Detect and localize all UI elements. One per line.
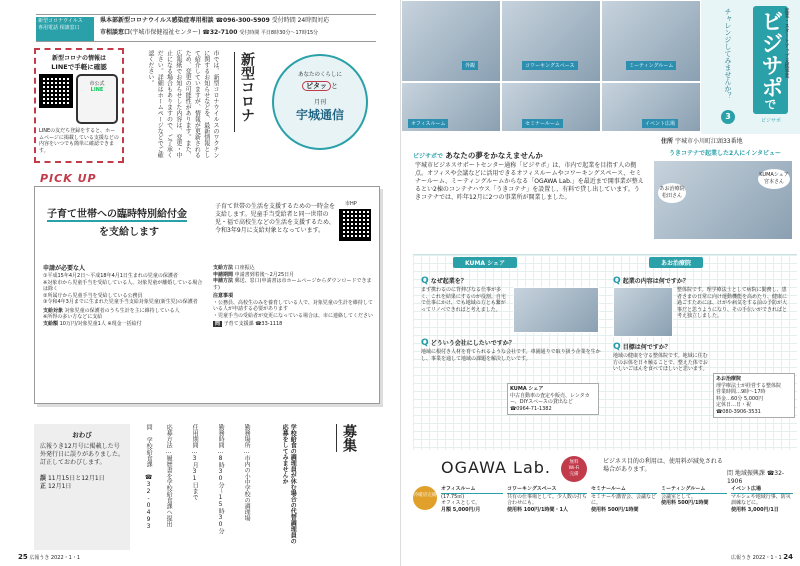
question: 目標は何ですか？ — [622, 344, 671, 352]
right-page — [400, 0, 800, 566]
intro-heading — [413, 150, 649, 161]
qa-section — [413, 254, 797, 450]
interview-photo — [653, 160, 793, 240]
line-box-title: LINEで手軽に確認 — [51, 63, 107, 71]
info-name: あお治療院 — [716, 376, 742, 382]
kuma-header: KUMA シェア — [453, 257, 517, 268]
intro-prefix: ビジサポで — [413, 153, 444, 160]
info-line: 営業時間…9時～17時 — [716, 389, 766, 395]
room-office — [441, 486, 503, 513]
aircon-badge: 冷暖房完備 — [413, 486, 437, 510]
page-number: 24 — [783, 553, 794, 561]
ao-info-card — [713, 373, 795, 418]
photo-event — [601, 82, 701, 132]
line-box-title: 新型コロナの情報は — [51, 55, 106, 62]
room-name: コワーキングスペース — [507, 486, 587, 494]
room-desc: 会議室として。 — [661, 493, 696, 500]
note-item: ・児童手当の受給者が変更になっている場合は、市に連絡してください — [213, 312, 374, 319]
pickup-label: PICK UP — [40, 172, 97, 185]
corona-body-text: 市では、新型コロナウイルスのワクチンに関するお知らせなどを、最新情報として紹介していますが、情報が更新されるため、変更の可能性があります。また、広報紙でお知らせした内容は、変更・中止になる場合もありますので、ご了承ください。詳細はホームページなどでご確認ください。 — [146, 50, 219, 158]
room-desc: オフィスとして。 — [441, 500, 481, 506]
question: なぜ起業を？ — [430, 278, 467, 285]
room-fee: 使用料 500円/1時間 — [661, 500, 709, 506]
photo-meeting — [601, 0, 701, 82]
phone-icon — [76, 74, 118, 124]
contact-tel: ☎096-300-5909 — [215, 17, 270, 24]
intro-title: あなたの夢 — [445, 151, 483, 160]
contact-sub: (宇城市保健福祉センター) — [130, 29, 201, 36]
how-text: 郵送、窓口(申請書は市ホームページからダウンロードできます) — [213, 278, 372, 291]
room-fee: 使用料 100円/1時間・1人 — [507, 506, 568, 513]
q-icon: Q — [613, 276, 621, 286]
method-title: 支給方法 — [213, 265, 234, 271]
photo-caption: ミーティングルーム — [626, 61, 676, 70]
page-number: 25 — [18, 553, 28, 561]
room-name: イベント広場 — [731, 486, 793, 494]
room-desc: セミナーや講習会、会議などに。 — [591, 493, 657, 506]
photo-coworking — [501, 0, 601, 82]
info-line: ☎0964-71-1382 — [510, 405, 552, 412]
room-meeting — [661, 486, 727, 513]
notes-title: 注意事項 — [213, 293, 234, 299]
room-fee: 月額 5,000円/月 — [441, 506, 481, 513]
line-app-label: LINE — [90, 87, 104, 93]
line-box-description: LINEの友だち登録をすると、ホームページに掲載している支援などの内容をいつでも簡単に確認できます。 — [39, 128, 119, 154]
covid-contact-bar — [36, 14, 376, 42]
answer: 地域の健康を守る整体院です。地域に住む方のお体を日々触ることで、整えた体でおいしいごはんを食べてほしいと思います。 — [613, 353, 708, 373]
hp-label: 市HP — [345, 201, 357, 207]
wifi-badge-text: 完備 — [569, 471, 579, 477]
owabi-wrong-label: 誤 — [40, 475, 47, 483]
pickup-qr-code[interactable] — [339, 209, 371, 241]
req-item: ③令和4年3月までに生まれた児童手当支給対象児童(新生児)の保護者 — [43, 299, 198, 306]
pickup-title: を支給します — [99, 227, 159, 238]
photo-office — [401, 82, 501, 132]
owabi-body: 広報うき12月号に掲載した号外発行日に誤りがありました。訂正しておわびします。 — [40, 443, 125, 467]
owabi-wrong-text: 11月15日と12月1日 — [47, 475, 105, 483]
q-icon: Q — [421, 338, 429, 349]
boshu-section — [140, 424, 376, 550]
photo-exterior — [401, 0, 501, 82]
room-fee: 使用料 500円/1時間 — [591, 506, 639, 513]
room-size: (17.75㎡) — [441, 493, 465, 500]
room-name: ミーティングルーム — [661, 486, 727, 494]
footer-text: 広報うき 2022・1・1 — [731, 555, 782, 561]
kuma-info-card — [507, 383, 599, 415]
info-name: KUMA シェア — [510, 386, 544, 392]
title-de: で — [763, 98, 777, 110]
kyufu-text: 対象児童の保護者のうち生計を主に維持している人 — [64, 307, 180, 314]
contact-hours: 受付時間 平日8時30分～17時15分 — [239, 30, 319, 36]
pickup-intro: 子育て世帯の生活を支援するための一時金を支給します。児童手当受給者と同一世帯の児・福で高校生などの生活を支援するため、令和3年9月に支給対象となっています。 — [215, 203, 336, 235]
boshu-text: 応募方法…履歴書を学校給食課へ提出 — [165, 424, 173, 527]
ogawa-lab-section — [413, 456, 797, 552]
footer-text: 広報うき 2022・1・1 — [29, 555, 81, 561]
room-name: セミナールーム — [591, 486, 657, 494]
amount-title: 支給額 — [43, 320, 59, 327]
tsushin-logo — [272, 54, 368, 150]
period-title: 申請期間 — [213, 271, 234, 278]
tsushin-pita: ピタッ — [302, 81, 331, 91]
contact-line-2 — [100, 29, 376, 37]
owabi-box — [34, 424, 130, 550]
photo-seminar — [501, 82, 601, 132]
method-text: 口座振込 — [234, 265, 255, 271]
pickup-card — [34, 186, 380, 404]
how-title: 申請方法 — [213, 278, 234, 284]
room-event — [731, 486, 793, 513]
q-icon: Q — [421, 276, 429, 286]
speech-bubble: KUMAシェア 宮本さん — [758, 169, 790, 189]
owabi-title: おわび — [72, 431, 92, 439]
req-title: 申請が必要な人 — [43, 265, 86, 272]
corona-heading: 新型コロナ — [234, 52, 257, 132]
contact-mark: 問 — [215, 321, 221, 327]
info-line: 定休日…日・祝 — [716, 402, 752, 408]
pickup-contact: 子育て支援課 ☎33-1118 — [223, 321, 283, 327]
req-item: ※対象市から児童手当を受給している人、対象児童が離婚している場合は除く — [43, 279, 203, 293]
owabi-right-text: 12月1日 — [47, 483, 72, 491]
ogawa-rooms — [441, 486, 793, 513]
answer: まず携わるのに背伸びなる仕事が多く、これを結果にするのが役割。自宅で仕事にかけ、でも地域の方とも繋がってリノベできればと考えました。 — [421, 287, 506, 313]
address-text: 宇城市小川町江頭33番地 — [674, 138, 743, 145]
info-line: 料金…60分 5,000円 — [716, 395, 764, 402]
room-fee: 使用料 3,000円/1日 — [731, 506, 779, 513]
kyufu-note: ※所得の多い方などに支給 — [43, 314, 103, 321]
req-item: ②所属庁から児童手当を受給している公務員 — [43, 292, 143, 299]
boshu-contact: 問 学校給食課 ☎32-0493 — [145, 424, 153, 530]
question: どういう会社にしたいですか？ — [430, 340, 515, 348]
bizisapo-title-block — [701, 0, 800, 134]
ao-qa — [613, 275, 793, 373]
room-coworking — [507, 486, 587, 513]
q-icon: Q — [613, 342, 621, 353]
kuma-qa — [421, 275, 603, 362]
photo-caption: イベント広場 — [642, 119, 678, 128]
boshu-heading: 募集 — [336, 424, 359, 452]
boshu-text: 任用期間…3月31日まで — [191, 424, 199, 500]
contact-tag-text: 相談窓口 — [59, 25, 80, 31]
tsushin-to: と — [331, 82, 338, 90]
kyufu-title: 支給対象 — [43, 307, 64, 314]
contact-tel: ☎32-7100 — [202, 29, 238, 36]
intro-body: 宇城市ビジネスサポートセンター通称「ビジサポ」は、市内で起業を目指す人の拠点。オフィスや会議などに活用できるオフィスルームやコワーキングスペース、セミナールーム、ミーティングルームからなる「OGAWA Lab.」を最近まで開事業が整えるとい2棟のコンテナハウス「うきコテナ」を設置し、有料で貸し出しています。うきコテナでは、昨年12月に2つの事業所が開業しました。 — [415, 162, 644, 202]
room-seminar — [591, 486, 657, 513]
note-item: ・公務員、高校生のみを養育している人で、対象児童の生計を維持している人が申請する必要があります — [213, 299, 373, 312]
answer: 整体院です。理学療法士として病院に勤務し、患者さまの日常に向け運動機能を高めたり、健康に過ごすためには、けがや病気をする前の予防が大事だと思うようになり、その手伝いができればと考え独立しました。 — [677, 287, 788, 320]
boshu-text: 勤務場所…市内の小中学校の調理場 — [243, 424, 251, 521]
info-line: ☎080-3906-3531 — [716, 408, 761, 415]
photo-caption: 外観 — [462, 61, 478, 70]
interview-block — [653, 150, 797, 250]
contact-tag-text: 新型コロナウイルス — [38, 18, 83, 24]
contact-hours: 受付時間 24時間対応 — [271, 17, 330, 24]
photo-caption: セミナールーム — [522, 119, 563, 128]
info-line: 中古自動車の査定や販売、レンタカー、DIYスペースの貸出など — [510, 392, 590, 405]
contact-label: 市相談窓口 — [100, 29, 131, 36]
line-info-box — [34, 48, 124, 163]
tsushin-monthly: 月刊 — [313, 99, 326, 106]
kuma-photo — [513, 287, 599, 333]
ao-header: あお治療院 — [649, 257, 703, 268]
question: 起業の内容は何ですか？ — [622, 278, 689, 285]
boshu-text: 勤務時間…8時30分～15時30分 — [217, 424, 225, 534]
pickup-requirements — [43, 265, 205, 327]
ogawa-contact: 問 地域振興課 ☎32-1906 — [727, 470, 785, 486]
wifi-badge-text: 無料 — [569, 460, 579, 465]
photo-caption: オフィスルーム — [408, 119, 448, 128]
ogawa-note: ビジネス目的の利用は、使用料が減免される場合があります。 — [603, 458, 723, 474]
title-sub: チャレンジしてみませんか？ — [724, 8, 732, 99]
contact-label: 県本部新型コロナウイルス感染症専用相談 — [100, 17, 214, 24]
pickup-title: 子育て世帯への臨時特別給付金 — [47, 205, 187, 222]
tsushin-name: 宇城通信 — [295, 108, 344, 122]
address-label: 住所 — [661, 138, 674, 145]
speech-bubble: あお治療院 松田さん — [658, 183, 686, 203]
answer: 地域に根付き人材を育てられるような会社です。車園通りで取り扱う企業を生かし、事業を通して地域の課題を解決したいです。 — [421, 349, 601, 362]
wifi-badge-text: Wi-Fi — [568, 465, 580, 471]
intro-suffix: をかなえませんか — [482, 151, 543, 160]
amount-text: 10万円/対象児童1人 ※現金一括給付 — [59, 320, 142, 327]
interview-title: うきコテナで起業した2人にインタビュー — [669, 150, 781, 157]
boshu-lead: 学校給食の調理員が休む場合の代替調理員の応募をしてみませんか — [281, 424, 297, 544]
owabi-right-label: 正 — [40, 483, 47, 491]
wifi-badge — [561, 456, 587, 482]
line-qr-code[interactable] — [39, 74, 73, 108]
room-desc: 共有の仕事場として。少人数の打ち合わせにも。 — [507, 493, 587, 506]
contact-tag-text: 専用電話 — [38, 25, 59, 31]
info-line: 理学療法士が経営する整体院 — [716, 382, 782, 389]
pickup-details — [213, 265, 375, 328]
line-app-label: 市公式 — [89, 81, 105, 87]
ao-photo — [613, 287, 673, 337]
title-big: ビジサポ — [758, 10, 783, 98]
period-text: 申請書到着後～2月25日月 — [234, 271, 295, 278]
title-sub: 起業・スタートアップ支援事業 — [783, 8, 790, 78]
tsushin-small: あなたのくらしに — [297, 72, 342, 78]
photo-caption: コワーキングスペース — [522, 61, 578, 70]
bizisapo-logo: ビジサポ — [761, 118, 782, 124]
issue-number: 3 — [721, 110, 735, 124]
ogawa-title: OGAWA Lab. — [441, 458, 551, 477]
req-item: ①平成15年4月2日～平成18年4月1日生まれの児童の保護者 — [43, 273, 178, 280]
room-desc: マルシェや地域行事、防災訓練などに。 — [731, 493, 791, 506]
room-name: オフィスルーム — [441, 486, 503, 494]
covid-contact-tag — [36, 17, 94, 41]
contact-line-1 — [100, 17, 376, 25]
